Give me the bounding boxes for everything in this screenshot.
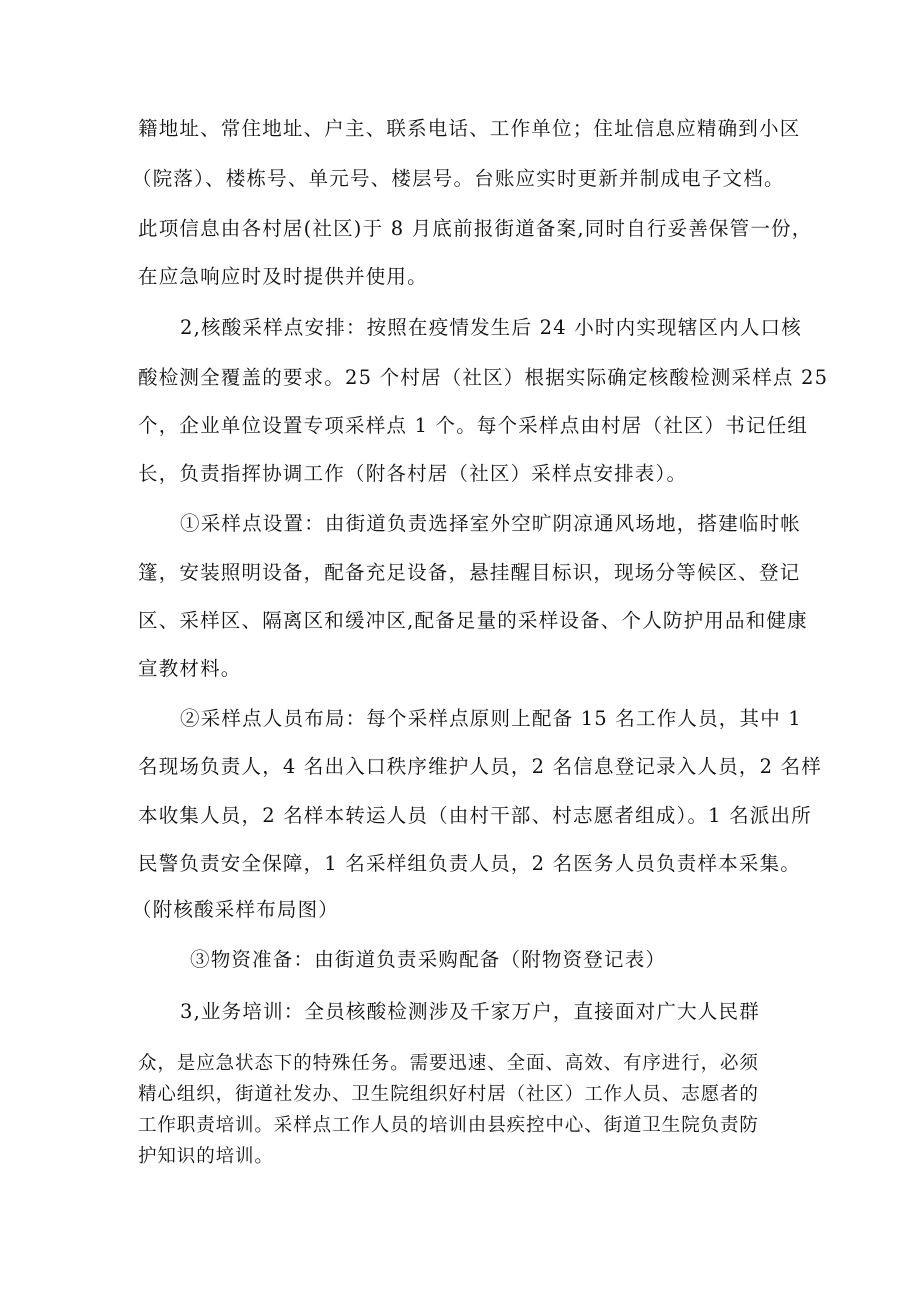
text-line: ①采样点设置：由街道负责选择室外空旷阴凉通风场地，搭建临时帐 [180, 512, 802, 535]
text-line: 名现场负责人，4 名出入口秩序维护人员，2 名信息登记录入人员，2 名样 [138, 755, 823, 778]
text-line: ③物资准备：由街道负责采购配备（附物资登记表） [190, 948, 667, 971]
text-line: 区、采样区、隔离区和缓冲区,配备足量的采样设备、个人防护用品和健康 [138, 609, 808, 632]
text-line: 宣教材料。 [138, 657, 242, 680]
text-line: ②采样点人员布局：每个采样点原则上配备 15 名工作人员，其中 1 [180, 707, 802, 730]
text-line: 护知识的培训。 [138, 1146, 274, 1167]
text-line: 篷，安装照明设备，配备充足设备，悬挂醒目标识，现场分等候区、登记 [138, 561, 801, 584]
text-line: （院落）、楼栋号、单元号、楼层号。台账应实时更新并制成电子文档。 [132, 167, 785, 190]
text-line: 长，负责指挥协调工作（附各村居（社区）采样点安排表）。 [138, 462, 688, 485]
text-line: 民警负责安全保障，1 名采样组负责人员，2 名医务人员负责样本采集。 [138, 852, 802, 875]
text-line: （附核酸采样布局图） [132, 898, 340, 921]
text-line: 个，企业单位设置专项采样点 1 个。每个采样点由村居（社区）书记任组 [138, 414, 809, 437]
text-line: 工作职责培训。采样点工作人员的培训由县疾控中心、街道卫生院负责防 [138, 1115, 759, 1136]
text-line: 精心组织，街道社发办、卫生院组织好村居（社区）工作人员、志愿者的 [138, 1084, 759, 1105]
text-line: 酸检测全覆盖的要求。25 个村居（社区）根据实际确定核酸检测采样点 25 [138, 366, 829, 389]
text-line: 在应急响应时及时提供并使用。 [138, 265, 428, 288]
text-line: 3,业务培训：全员核酸检测涉及千家万户，直接面对广大人民群 [180, 1000, 760, 1023]
text-line: 众，是应急状态下的特殊任务。需要迅速、全面、高效、有序进行，必须 [138, 1053, 759, 1074]
text-line: 此项信息由各村居(社区)于 8 月底前报街道备案,同时自行妥善保管一份， [138, 217, 813, 240]
text-line: 2,核酸采样点安排：按照在疫情发生后 24 小时内实现辖区内人口核 [180, 316, 802, 339]
text-line: 本收集人员，2 名样本转运人员（由村干部、村志愿者组成）。1 名派出所 [138, 804, 812, 827]
text-line: 籍地址、常住地址、户主、联系电话、工作单位；住址信息应精确到小区 [138, 117, 801, 140]
